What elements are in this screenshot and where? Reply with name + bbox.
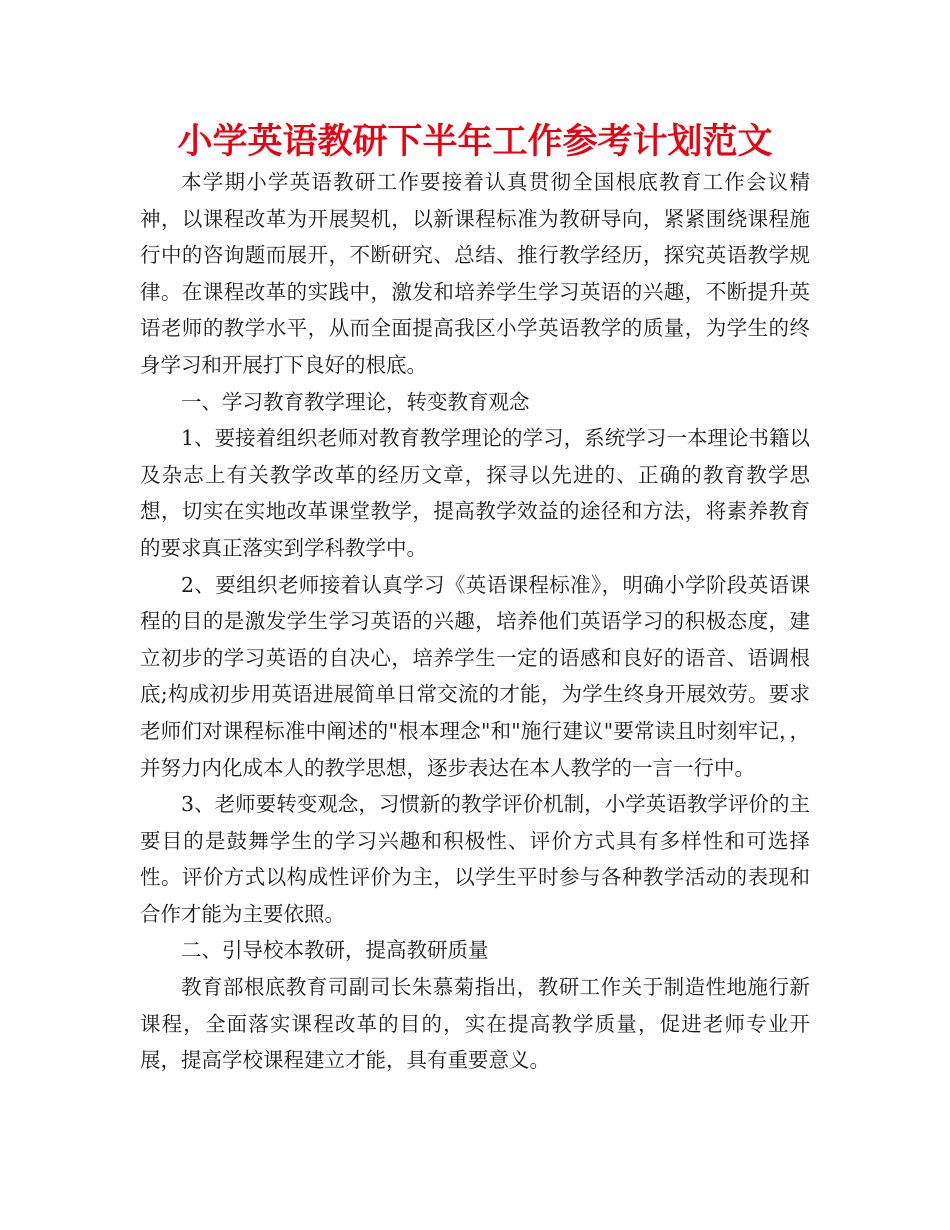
item-paragraph-3: 3、老师要转变观念，习惯新的教学评价机制，小学英语教学评价的主要目的是鼓舞学生的学习兴趣和积极性、评价方式具有多样性和可选择性。评价方式以构成性评价为主，以学生平时参与各种教学活动的表现和合作才能为主要依照。 <box>140 792 810 926</box>
body-paragraph: 教育部根底教育司副司长朱慕菊指出，教研工作关于制造性地施行新课程，全面落实课程改革的目的，实在提高教学质量，促进老师专业开展，提高学校课程建立才能，具有重要意义。 <box>140 975 810 1073</box>
document-title: 小学英语教研下半年工作参考计划范文 <box>177 122 773 162</box>
item-paragraph-2: 2、要组织老师接着认真学习《英语课程标准》，明确小学阶段英语课程的目的是激发学生学习英语的兴趣，培养他们英语学习的积极态度，建立初步的学习英语的自决心，培养学生一定的语感和良好的语音、语调根底;构成初步用英语进展简单日常交流的才能，为学生终身开展效劳。要求老师们对课程标准中阐述的"根本理念"和"施行建议"要常读且时刻牢记，，并努力内化成本人的教学思想，逐步表达在本人教学的一言一行中。 <box>140 572 810 780</box>
section-heading-1: 一、学习教育教学理论，转变教育观念 <box>181 389 530 414</box>
intro-paragraph: 本学期小学英语教研工作要接着认真贯彻全国根底教育工作会议精神，以课程改革为开展契机，以新课程标准为教研导向，紧紧围绕课程施行中的咨询题而展开，不断研究、总结、推行教学经历，探究英语教学规律。在课程改革的实践中，激发和培养学生学习英语的兴趣，不断提升英语老师的教学水平，从而全面提高我区小学英语教学的质量，为学生的终身学习和开展打下良好的根底。 <box>140 170 810 377</box>
document-page <box>140 118 810 1079</box>
item-paragraph-1: 1、要接着组织老师对教育教学理论的学习，系统学习一本理论书籍以及杂志上有关教学改革的经历文章，探寻以先进的、正确的教育教学思想，切实在实地改革课堂教学，提高教学效益的途径和方法，将素养教育的要求真正落实到学科教学中。 <box>140 426 810 560</box>
section-heading-2: 二、引导校本教研，提高教研质量 <box>181 938 489 963</box>
